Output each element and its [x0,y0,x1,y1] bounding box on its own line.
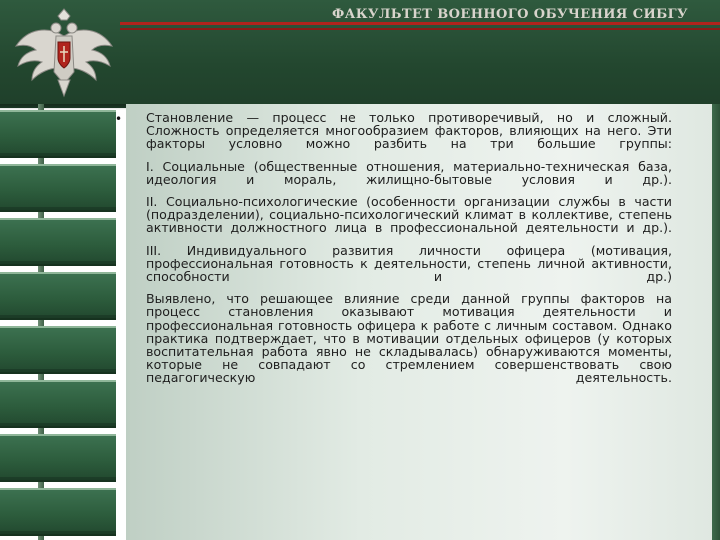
side-tab-4 [0,272,116,320]
double-headed-eagle-emblem-icon [8,6,120,102]
paragraph-conclusion: Выявлено, что решающее влияние среди данной группы факторов на процесс становления оказывают мотивация деятельности и профессиональная готовность офицера к работе с личным составом. Однако практика подтверждает, что в мотивации отдельных офицеров (у которых воспитательная работа явно не складывалась) обнаруживаются моменты, которые не совпадают со стремлением совершенствовать свою педагогическую деятельность. [146,291,672,386]
side-tab-5 [0,326,116,374]
side-tab-6 [0,380,116,428]
slide-body-text [146,111,672,394]
left-navigation-column [0,104,122,540]
side-tab-7 [0,434,116,482]
side-tab-2 [0,164,116,212]
header-red-stripe-lower [120,28,720,30]
header-red-stripe [120,22,720,25]
faculty-title: ФАКУЛЬТЕТ ВОЕННОГО ОБУЧЕНИЯ СИБГУ [331,7,688,22]
bullet-marker: • [115,112,123,126]
right-border [712,104,720,540]
side-tab-3 [0,218,116,266]
paragraph-socio-psychological-factors: II. Социально-психологические (особенности организации службы в части (подразделении), социально-психологический климат в коллективе, степень активности должностного лица в профессиональной деятельности и др.). [146,194,672,236]
side-tab-8 [0,488,116,536]
paragraph-intro: Становление — процесс не только противоречивый, но и сложный. Сложность определяется многообразием факторов, влияющих на него. Эти факторы условно можно разбить на три большие группы: [146,110,672,152]
side-tab-1 [0,110,116,158]
paragraph-individual-factors: III. Индивидуального развития личности офицера (мотивация, профессиональная готовность к деятельности, степень личной активности, способности и др.) [146,242,672,285]
paragraph-social-factors: I. Социальные (общественные отношения, материально-техническая база, идеология и мораль, жилищно-бытовые условия и др.). [146,158,672,187]
